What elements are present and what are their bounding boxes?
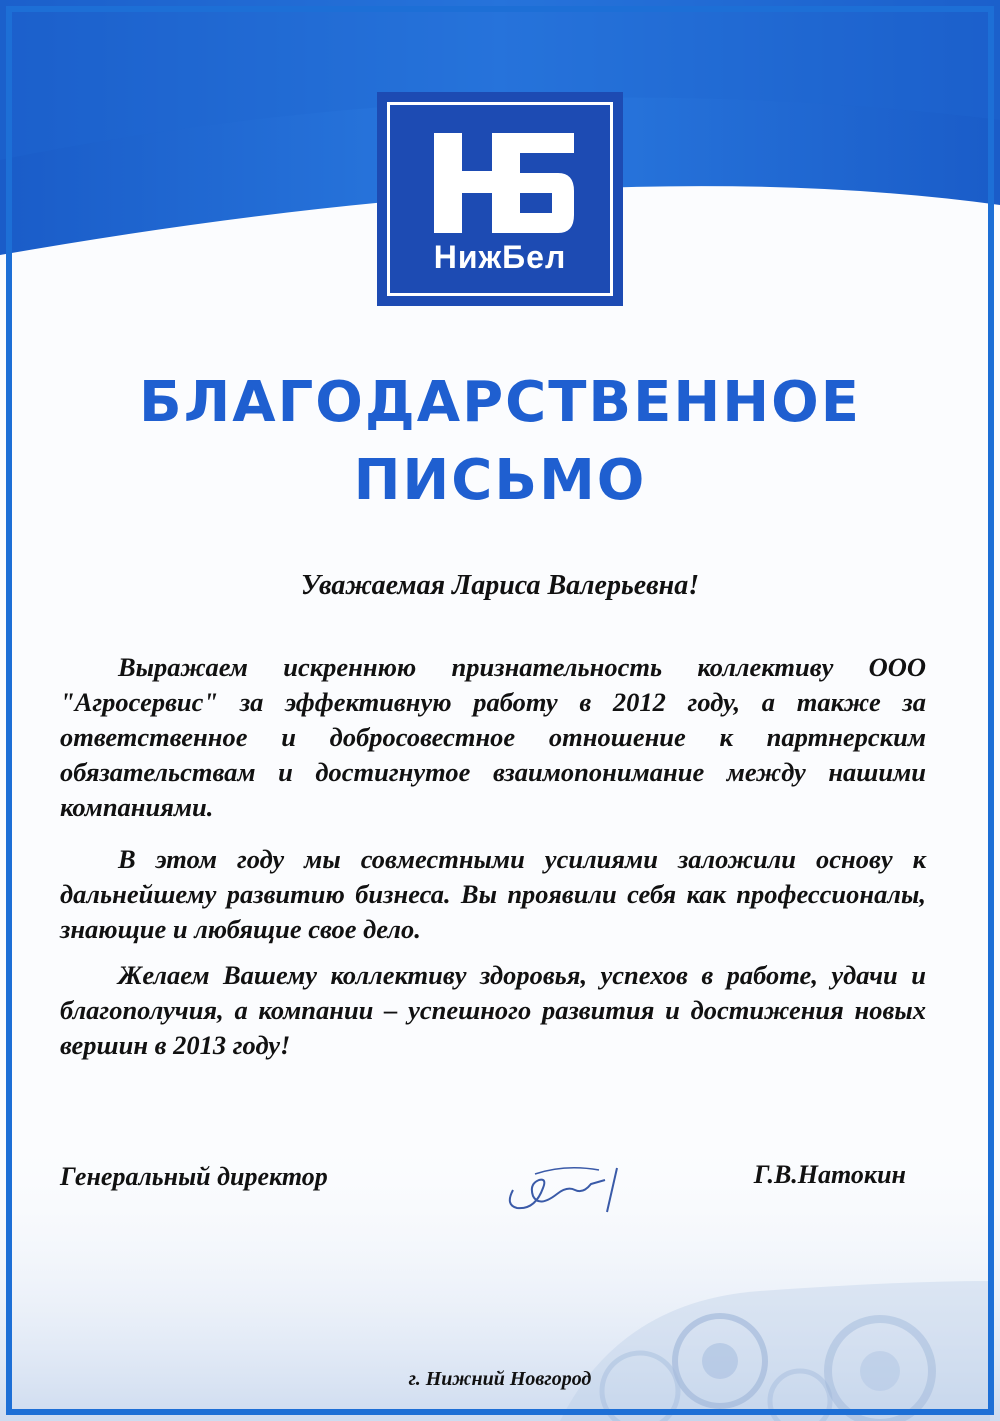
logo-text: НижБел — [433, 239, 567, 275]
paragraph-gratitude: Выражаем искреннюю признательность коллективу ООО "Агросервис" за эффективную работу в 2012 году, а также за ответственное и добросовестное отношение к партнерским обязательствам и достигнутое взаимопонимание между нашими компаниями. — [60, 652, 926, 822]
paragraph-wishes: Желаем Вашему коллективу здоровья, успехов в работе, удачи и благополучия, а компании – успешного развития и достижения новых вершин в 2013 году! — [60, 960, 926, 1060]
nb-monogram-icon — [434, 133, 574, 233]
city-line: г. Нижний Новгород — [408, 1368, 592, 1390]
signatory-position: Генеральный директор — [60, 1162, 328, 1191]
signatory-name: Г.В.Натокин — [753, 1160, 906, 1189]
document-title: БЛАГОДАРСТВЕННОЕ — [139, 370, 861, 435]
company-logo — [377, 92, 623, 306]
signature-icon — [495, 1150, 635, 1220]
logo-frame — [387, 102, 613, 296]
document-title-line2: ПИСЬМО — [353, 448, 647, 513]
paragraph-cooperation: В этом году мы совместными усилиями заложили основу к дальнейшему развитию бизнеса. Вы проявили себя как профессионалы, знающие и любящие свое дело. — [60, 844, 926, 944]
salutation: Уважаемая Лариса Валерьевна! — [300, 570, 700, 601]
